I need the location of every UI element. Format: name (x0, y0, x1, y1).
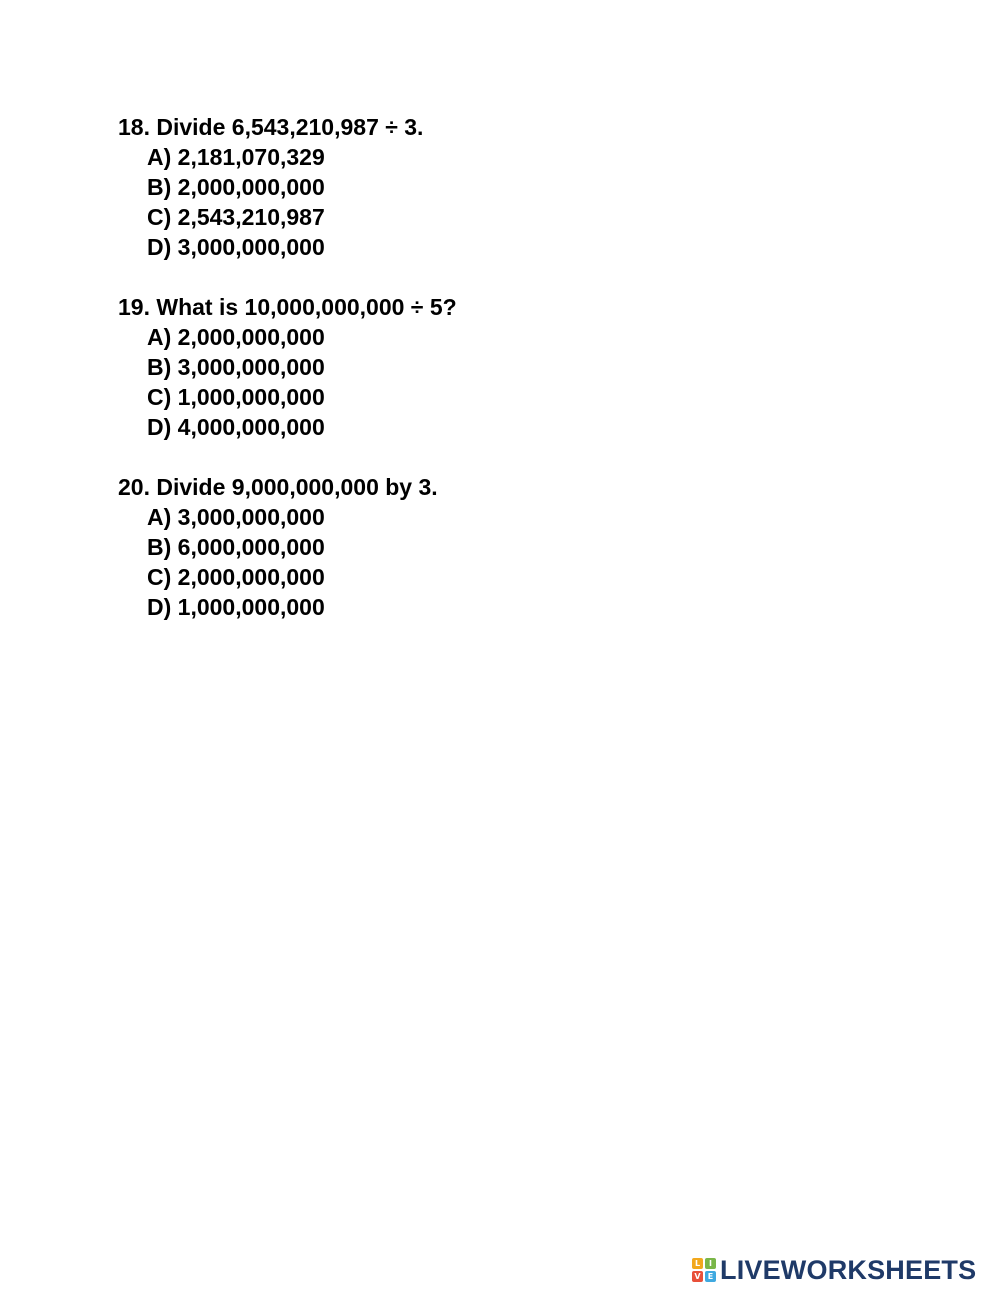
question-prompt: 18. Divide 6,543,210,987 ÷ 3. (118, 114, 424, 140)
question-19 (118, 292, 818, 442)
answer-option-b[interactable]: B) 3,000,000,000 (147, 354, 325, 380)
question-18 (118, 112, 818, 262)
answer-option-a[interactable]: A) 3,000,000,000 (147, 504, 325, 530)
question-prompt: 19. What is 10,000,000,000 ÷ 5? (118, 294, 457, 320)
answer-option-d[interactable]: D) 4,000,000,000 (147, 414, 325, 440)
answer-option-c[interactable]: C) 2,543,210,987 (147, 204, 325, 230)
answer-option-a[interactable]: A) 2,000,000,000 (147, 324, 325, 350)
answer-option-b[interactable]: B) 6,000,000,000 (147, 534, 325, 560)
answer-option-c[interactable]: C) 1,000,000,000 (147, 384, 325, 410)
logo-tile-l: L (692, 1258, 703, 1269)
question-prompt: 20. Divide 9,000,000,000 by 3. (118, 474, 438, 500)
question-list (118, 112, 818, 652)
answer-option-c[interactable]: C) 2,000,000,000 (147, 564, 325, 590)
logo-tile-v: V (692, 1271, 703, 1282)
logo-tile-i: I (705, 1258, 716, 1269)
answer-option-b[interactable]: B) 2,000,000,000 (147, 174, 325, 200)
liveworksheets-logo-icon (692, 1258, 716, 1282)
answer-option-d[interactable]: D) 1,000,000,000 (147, 594, 325, 620)
logo-tile-e: E (705, 1271, 716, 1282)
answer-option-d[interactable]: D) 3,000,000,000 (147, 234, 325, 260)
question-20 (118, 472, 818, 622)
liveworksheets-brand (692, 1255, 976, 1285)
answer-option-a[interactable]: A) 2,181,070,329 (147, 144, 325, 170)
brand-wordmark: LIVEWORKSHEETS (720, 1255, 977, 1285)
